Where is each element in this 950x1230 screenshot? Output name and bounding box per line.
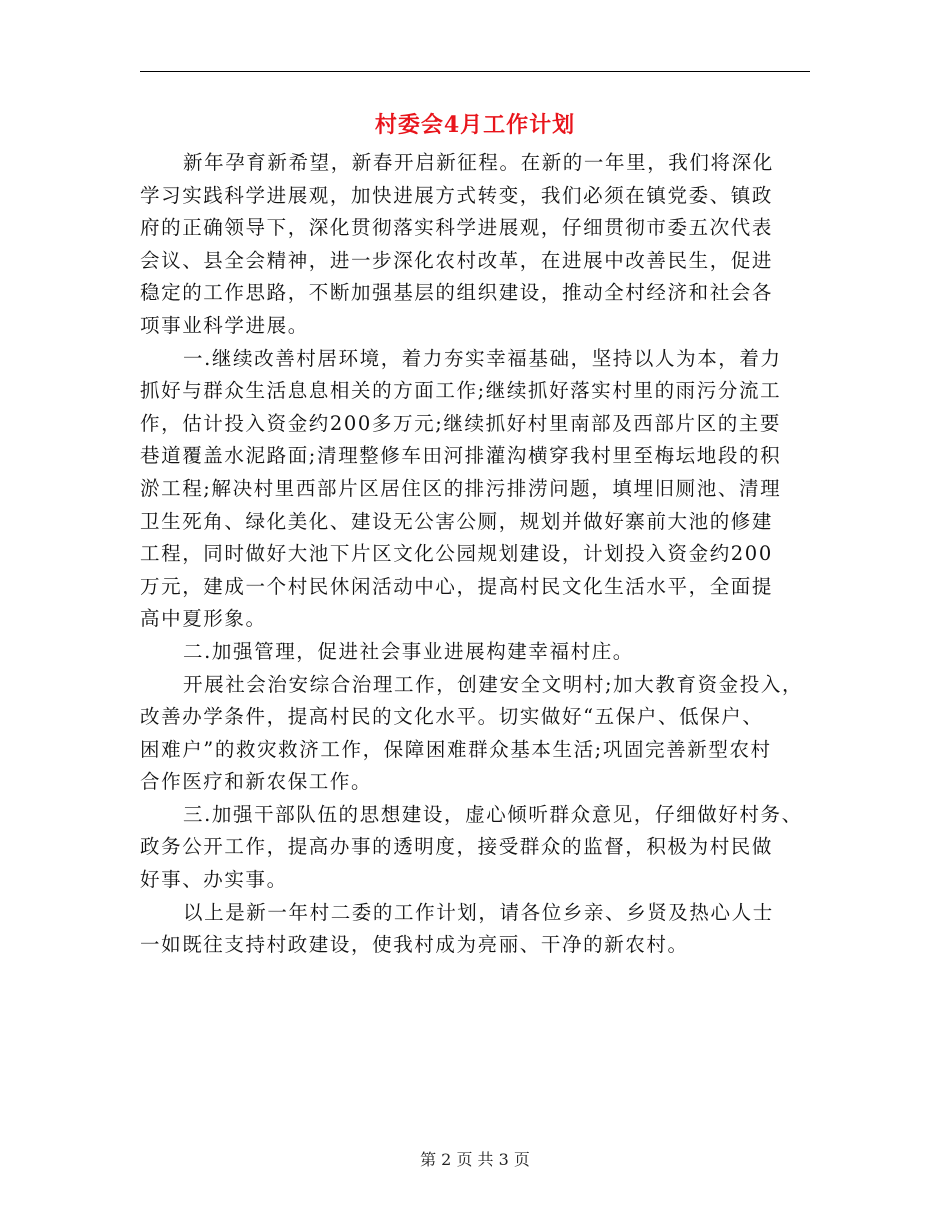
body-line: 卫生死角、绿化美化、建设无公害公厕，规划并做好寨前大池的修建	[140, 509, 774, 533]
body-line: 高中夏形象。	[140, 607, 267, 631]
body-line: 新年孕育新希望，新春开启新征程。在新的一年里，我们将深化	[183, 151, 774, 174]
body-line: 二.加强管理，促进社会事业进展构建幸福村庄。	[183, 639, 634, 663]
body-line: 稳定的工作思路，不断加强基层的组织建设，推动全村经济和社会各	[140, 281, 774, 305]
body-line: 一如既往支持村政建设，使我村成为亮丽、干净的新农村。	[140, 933, 689, 957]
body-line: 万元，建成一个村民休闲活动中心，提高村民文化生活水平，全面提	[140, 574, 774, 598]
body-line: 困难户”的救灾救济工作，保障困难群众基本生活;巩固完善新型农村	[140, 737, 772, 761]
body-line: 三.加强干部队伍的思想建设，虚心倾听群众意见，仔细做好村务、	[183, 802, 803, 826]
body-line: 项事业科学进展。	[140, 313, 309, 337]
body-line: 好事、办实事。	[140, 868, 288, 892]
document-title: 村委会4月工作计划	[374, 112, 576, 138]
header-rule	[140, 71, 810, 72]
body-line: 淤工程;解决村里西部片区居住区的排污排涝问题，填埋旧厕池、清理	[140, 476, 782, 500]
body-line: 改善办学条件，提高村民的文化水平。切实做好“五保户、低保户、	[140, 705, 764, 729]
body-line: 抓好与群众生活息息相关的方面工作;继续抓好落实村里的雨污分流工	[140, 379, 782, 403]
body-line: 政务公开工作，提高办事的透明度，接受群众的监督，积极为村民做	[140, 835, 774, 859]
body-line: 巷道覆盖水泥路面;清理整修车田河排灌沟横穿我村里至梅坛地段的积	[140, 444, 782, 468]
document-body	[140, 147, 820, 962]
body-line: 学习实践科学进展观，加快进展方式转变，我们必须在镇党委、镇政	[140, 183, 774, 207]
body-line: 合作医疗和新农保工作。	[140, 770, 373, 794]
body-line: 府的正确领导下，深化贯彻落实科学进展观，仔细贯彻市委五次代表	[140, 216, 774, 240]
body-line: 工程，同时做好大池下片区文化公园规划建设，计划投入资金约200	[140, 542, 773, 566]
body-line: 以上是新一年村二委的工作计划，请各位乡亲、乡贤及热心人士	[183, 900, 774, 924]
body-line: 会议、县全会精神，进一步深化农村改革，在进展中改善民生，促进	[140, 248, 774, 272]
body-line: 作，估计投入资金约200多万元;继续抓好村里南部及西部片区的主要	[140, 411, 781, 435]
body-line: 一.继续改善村居环境，着力夯实幸福基础，坚持以人为本，着力	[183, 346, 782, 370]
body-line: 开展社会治安综合治理工作，创建安全文明村;加大教育资金投入，	[183, 672, 804, 696]
page-footer: 第 2 页 共 3 页	[420, 1150, 530, 1169]
